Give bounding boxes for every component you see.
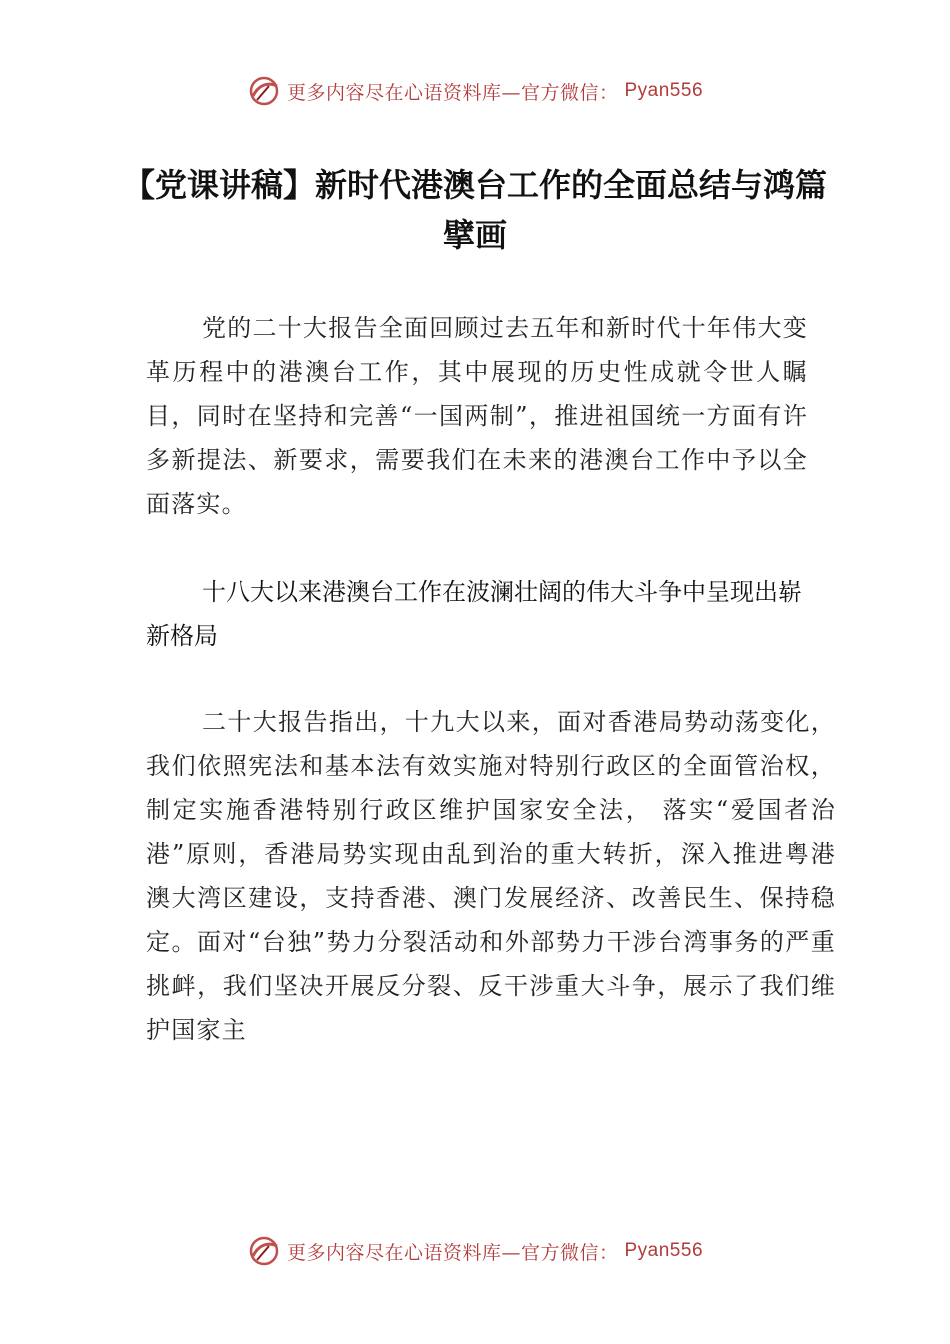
intro-paragraph: 党的二十大报告全面回顾过去五年和新时代十年伟大变革历程中的港澳台工作，其中展现的历史性成就令世人瞩目，同时在坚持和完善“一国两制”，推进祖国统一方面有许多新提法、新要求，需要我们在未来的港澳台工作中予以全面落实。	[146, 314, 808, 518]
watermark-text: 更多内容尽在心语资料库—官方微信：	[286, 1241, 619, 1264]
page-title: 【党课讲稿】新时代港澳台工作的全面总结与鸿篇擘画	[122, 166, 827, 254]
brand-logo-icon	[247, 1234, 281, 1268]
header-watermark	[0, 74, 950, 108]
section-heading: 十八大以来港澳台工作在波澜壮阔的伟大斗争中呈现出崭新格局	[146, 578, 802, 650]
watermark-wechat-id: Pyan556	[624, 80, 704, 101]
watermark-wechat-id: Pyan556	[624, 1240, 704, 1261]
footer-watermark	[0, 1234, 950, 1268]
body-paragraph: 二十大报告指出，十九大以来，面对香港局势动荡变化，我们依照宪法和基本法有效实施对特别行政区的全面管治权，制定实施香港特别行政区维护国家安全法， 落实“爱国者治港”原则，香港局势实现由乱到治的重大转折，深入推进粤港澳大湾区建设，支持香港、澳门发展经济、改善民生、保持稳定。面对“台独”势力分裂活动和外部势力干涉台湾事务的严重挑衅，我们坚决开展反分裂、反干涉重大斗争，展示了我们维护国家主	[146, 708, 836, 1044]
watermark-text: 更多内容尽在心语资料库—官方微信：	[286, 81, 619, 104]
brand-logo-icon	[247, 74, 281, 108]
